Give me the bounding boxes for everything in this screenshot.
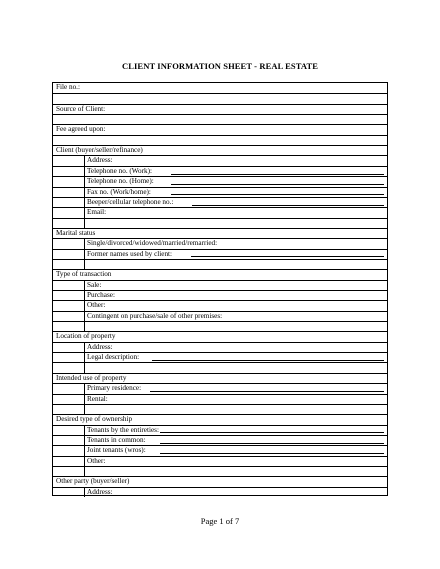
- indent-divider: [84, 425, 85, 435]
- indent-divider: [84, 352, 85, 362]
- fill-in-line[interactable]: [171, 184, 384, 185]
- indent-divider: [84, 218, 85, 228]
- form-row-label: Single/divorced/widowed/married/remarried:: [87, 239, 218, 248]
- indent-divider: [84, 197, 85, 207]
- form-row-label: Former names used by client:: [87, 249, 173, 258]
- form-row-label: Type of transaction: [56, 270, 112, 279]
- page-total: 7: [234, 516, 240, 526]
- indent-divider: [84, 280, 85, 290]
- form-row-label: Address:: [87, 342, 113, 351]
- form-row-label: Contingent on purchase/sale of other premises:: [87, 311, 223, 320]
- client-information-form: [52, 82, 388, 496]
- form-row-label: Sale:: [87, 280, 102, 289]
- indent-divider: [84, 311, 85, 321]
- form-row: [53, 166, 387, 176]
- form-row: [53, 114, 387, 124]
- form-row: [53, 83, 387, 93]
- form-row: [53, 269, 387, 279]
- form-row-label: Fee agreed upon:: [56, 125, 106, 134]
- form-row-label: Joint tenants (wros):: [87, 446, 146, 455]
- form-row: [53, 218, 387, 228]
- form-row: [53, 476, 387, 486]
- form-row: [53, 362, 387, 372]
- form-row-label: Other party (buyer/seller): [56, 477, 130, 486]
- form-row-label: Other:: [87, 301, 106, 310]
- fill-in-line[interactable]: [160, 443, 384, 444]
- indent-divider: [84, 259, 85, 269]
- form-row-label: Telephone no. (Work):: [87, 166, 152, 175]
- form-row: [53, 238, 387, 248]
- indent-divider: [84, 362, 85, 372]
- indent-divider: [84, 342, 85, 352]
- form-row: [53, 311, 387, 321]
- form-row-label: Tenants in common:: [87, 435, 146, 444]
- indent-divider: [84, 487, 85, 497]
- form-row-label: Address:: [87, 487, 113, 496]
- form-row: [53, 352, 387, 362]
- indent-divider: [84, 445, 85, 455]
- fill-in-line[interactable]: [150, 391, 384, 392]
- indent-divider: [84, 238, 85, 248]
- indent-divider: [84, 290, 85, 300]
- form-row-label: Telephone no. (Home):: [87, 177, 154, 186]
- indent-divider: [84, 321, 85, 331]
- form-row: [53, 259, 387, 269]
- form-row: [53, 228, 387, 238]
- form-row: [53, 321, 387, 331]
- form-row: [53, 197, 387, 207]
- indent-divider: [84, 394, 85, 404]
- form-row: [53, 155, 387, 165]
- form-row-label: Beeper/cellular telephone no.:: [87, 197, 174, 206]
- fill-in-line[interactable]: [160, 453, 384, 454]
- fill-in-line[interactable]: [171, 174, 384, 175]
- form-row: [53, 404, 387, 414]
- form-row-label: Email:: [87, 208, 107, 217]
- form-row-label: Tenants by the entireties:: [87, 425, 159, 434]
- document-title: CLIENT INFORMATION SHEET - REAL ESTATE: [122, 61, 318, 71]
- form-row: [53, 207, 387, 217]
- form-row: [53, 135, 387, 145]
- form-row: [53, 487, 387, 497]
- fill-in-line[interactable]: [171, 194, 384, 195]
- indent-divider: [84, 155, 85, 165]
- form-row: [53, 414, 387, 424]
- form-row-label: Legal description:: [87, 353, 140, 362]
- form-row-label: Marital status: [56, 228, 96, 237]
- form-row-label: Source of Client:: [56, 104, 106, 113]
- fill-in-line[interactable]: [152, 360, 384, 361]
- indent-divider: [84, 207, 85, 217]
- form-row-label: Fax no. (Work/home):: [87, 187, 151, 196]
- indent-divider: [84, 249, 85, 259]
- page-label: Page 1 of: [200, 516, 233, 526]
- form-row: [53, 435, 387, 445]
- fill-in-line[interactable]: [192, 205, 384, 206]
- form-row-label: Purchase:: [87, 291, 115, 299]
- indent-divider: [84, 435, 85, 445]
- form-row-label: Location of property: [56, 332, 116, 341]
- fill-in-line[interactable]: [191, 256, 384, 257]
- form-row: [53, 331, 387, 341]
- form-row-label: Intended use of property: [56, 373, 127, 382]
- indent-divider: [84, 166, 85, 176]
- indent-divider: [84, 466, 85, 476]
- form-row: [53, 445, 387, 455]
- form-row: [53, 342, 387, 352]
- form-row: [53, 373, 387, 383]
- indent-divider: [84, 383, 85, 393]
- form-row: [53, 249, 387, 259]
- form-row: [53, 466, 387, 476]
- form-row: [53, 187, 387, 197]
- indent-divider: [84, 404, 85, 414]
- form-row: [53, 93, 387, 103]
- form-row: [53, 280, 387, 290]
- indent-divider: [84, 456, 85, 466]
- form-row: [53, 104, 387, 114]
- form-row-label: File no.:: [56, 83, 80, 91]
- page-footer: [0, 516, 440, 526]
- indent-divider: [84, 176, 85, 186]
- form-row: [53, 456, 387, 466]
- form-row-label: Rental:: [87, 394, 108, 403]
- form-row-label: Client (buyer/seller/refinance): [56, 146, 143, 155]
- form-row: [53, 300, 387, 310]
- form-row-label: Address:: [87, 156, 113, 165]
- form-row-label: Primary residence:: [87, 384, 142, 393]
- form-row: [53, 176, 387, 186]
- form-row: [53, 145, 387, 155]
- form-row: [53, 383, 387, 393]
- form-row: [53, 124, 387, 134]
- indent-divider: [84, 300, 85, 310]
- form-row: [53, 425, 387, 435]
- form-row: [53, 394, 387, 404]
- form-row-label: Other:: [87, 456, 106, 465]
- indent-divider: [84, 187, 85, 197]
- form-row: [53, 290, 387, 300]
- form-row-label: Desired type of ownership: [56, 415, 133, 424]
- fill-in-line[interactable]: [160, 432, 384, 433]
